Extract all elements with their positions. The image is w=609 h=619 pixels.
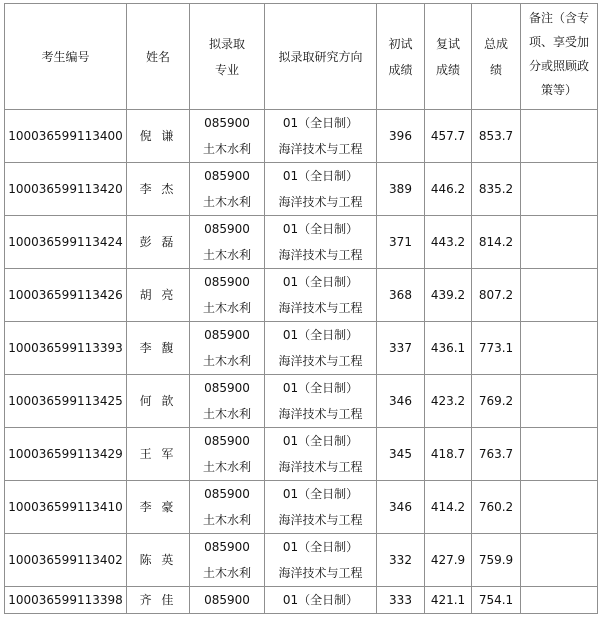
cell-major-name: 土木水利 [202, 301, 251, 315]
cell-id: 100036599113402 [5, 534, 127, 587]
cell-id: 100036599113393 [5, 322, 127, 375]
cell-major-code: 085900 [190, 587, 265, 614]
cell-score1: 332 [377, 534, 425, 587]
cell-major-code: 085900 [204, 328, 250, 342]
table-row [5, 110, 598, 163]
cell-total: 759.9 [472, 534, 521, 587]
cell-id: 100036599113424 [5, 216, 127, 269]
cell-score1: 389 [377, 163, 425, 216]
table-row [5, 216, 598, 269]
cell-score1: 371 [377, 216, 425, 269]
cell-id: 100036599113420 [5, 163, 127, 216]
cell-major-code: 085900 [204, 275, 250, 289]
cell-dir-name: 海洋技术与工程 [278, 354, 363, 368]
cell-dir-code: 01（全日制） [282, 275, 359, 289]
cell-note [521, 269, 598, 322]
cell-name: 陈 英 [127, 534, 190, 587]
cell-direction [265, 269, 377, 322]
cell-dir-name: 海洋技术与工程 [278, 195, 363, 209]
cell-name: 何 歆 [127, 375, 190, 428]
cell-score1: 396 [377, 110, 425, 163]
table-row [5, 481, 598, 534]
header-score2 [425, 4, 472, 110]
cell-score2: 457.7 [425, 110, 472, 163]
cell-major-code: 085900 [204, 487, 250, 501]
cell-score1: 345 [377, 428, 425, 481]
cell-score2: 427.9 [425, 534, 472, 587]
header-id: 考生编号 [5, 4, 127, 110]
cell-dir-code: 01（全日制） [282, 328, 359, 342]
cell-major-code: 085900 [204, 222, 250, 236]
cell-major [190, 375, 265, 428]
header-note-text: 备注（含专项、享受加分或照顾政策等） [528, 11, 589, 97]
cell-major-name: 土木水利 [202, 248, 251, 262]
table-row [5, 428, 598, 481]
cell-score2: 439.2 [425, 269, 472, 322]
table-row [5, 269, 598, 322]
cell-direction [265, 110, 377, 163]
cell-id: 100036599113429 [5, 428, 127, 481]
cell-name: 倪 谦 [127, 110, 190, 163]
cell-major [190, 216, 265, 269]
cell-note [521, 110, 598, 163]
cell-note [521, 375, 598, 428]
cell-direction [265, 216, 377, 269]
cell-score1: 346 [377, 481, 425, 534]
cell-note [521, 481, 598, 534]
header-major-line1: 拟录取 [208, 36, 245, 51]
cell-dir-name: 海洋技术与工程 [278, 407, 363, 421]
cell-score2: 443.2 [425, 216, 472, 269]
cell-id: 100036599113400 [5, 110, 127, 163]
cell-total: 835.2 [472, 163, 521, 216]
table-row [5, 322, 598, 375]
cell-name: 胡 亮 [127, 269, 190, 322]
cell-major-name: 土木水利 [202, 407, 251, 421]
cell-name: 王 军 [127, 428, 190, 481]
cell-dir-code: 01（全日制） [282, 381, 359, 395]
cell-major-name: 土木水利 [202, 195, 251, 209]
cell-note [521, 163, 598, 216]
cell-score1: 346 [377, 375, 425, 428]
cell-note [521, 322, 598, 375]
cell-dir-name: 海洋技术与工程 [278, 513, 363, 527]
cell-major-name: 土木水利 [202, 142, 251, 156]
cell-direction [265, 375, 377, 428]
cell-total: 769.2 [472, 375, 521, 428]
header-direction: 拟录取研究方向 [265, 4, 377, 110]
cell-dir-code: 01（全日制） [282, 169, 359, 183]
cell-dir-name: 海洋技术与工程 [278, 566, 363, 580]
cell-total: 814.2 [472, 216, 521, 269]
cell-major-code: 085900 [204, 169, 250, 183]
cell-major-name: 土木水利 [202, 460, 251, 474]
table-row [5, 375, 598, 428]
cell-direction [265, 163, 377, 216]
cell-total: 760.2 [472, 481, 521, 534]
cell-direction [265, 534, 377, 587]
cell-id: 100036599113398 [5, 587, 127, 614]
cell-score2: 418.7 [425, 428, 472, 481]
cell-score2: 421.1 [425, 587, 472, 614]
header-total-line2: 绩 [489, 62, 502, 77]
cell-score1: 368 [377, 269, 425, 322]
header-total-line1: 总成 [483, 36, 508, 51]
cell-total: 763.7 [472, 428, 521, 481]
cell-major-name: 土木水利 [202, 354, 251, 368]
cell-score2: 446.2 [425, 163, 472, 216]
header-score1-line2: 成绩 [388, 62, 413, 77]
cell-note [521, 534, 598, 587]
cell-name: 李 馥 [127, 322, 190, 375]
cell-direction [265, 322, 377, 375]
cell-dir-name: 海洋技术与工程 [278, 142, 363, 156]
cell-major [190, 163, 265, 216]
cell-total: 754.1 [472, 587, 521, 614]
header-name: 姓名 [127, 4, 190, 110]
cell-major-code: 085900 [204, 540, 250, 554]
cell-note [521, 216, 598, 269]
cell-direction [265, 428, 377, 481]
cell-dir-code: 01（全日制） [265, 587, 377, 614]
cell-major [190, 534, 265, 587]
header-score2-line2: 成绩 [435, 62, 460, 77]
cell-score1: 337 [377, 322, 425, 375]
cell-name: 彭 磊 [127, 216, 190, 269]
table-body [5, 110, 598, 614]
cell-major [190, 322, 265, 375]
cell-id: 100036599113410 [5, 481, 127, 534]
cell-total: 853.7 [472, 110, 521, 163]
cell-note [521, 587, 598, 614]
cell-id: 100036599113426 [5, 269, 127, 322]
cell-dir-code: 01（全日制） [282, 116, 359, 130]
cell-dir-code: 01（全日制） [282, 434, 359, 448]
header-major-line2: 专业 [214, 62, 239, 77]
table-row [5, 534, 598, 587]
cell-dir-name: 海洋技术与工程 [278, 301, 363, 315]
cell-major [190, 110, 265, 163]
cell-major-code: 085900 [204, 434, 250, 448]
cell-major-code: 085900 [204, 381, 250, 395]
cell-dir-name: 海洋技术与工程 [278, 460, 363, 474]
header-total [472, 4, 521, 110]
cell-total: 773.1 [472, 322, 521, 375]
cell-major [190, 269, 265, 322]
cell-dir-code: 01（全日制） [282, 540, 359, 554]
cell-name: 齐 佳 [127, 587, 190, 614]
header-score1 [377, 4, 425, 110]
cell-name: 李 杰 [127, 163, 190, 216]
admission-table [4, 3, 598, 614]
table-row [5, 587, 598, 614]
cell-major-name: 土木水利 [202, 513, 251, 527]
cell-major-code: 085900 [204, 116, 250, 130]
header-major [190, 4, 265, 110]
cell-total: 807.2 [472, 269, 521, 322]
table-row [5, 163, 598, 216]
cell-score2: 414.2 [425, 481, 472, 534]
cell-dir-code: 01（全日制） [282, 222, 359, 236]
cell-note [521, 428, 598, 481]
cell-dir-code: 01（全日制） [282, 487, 359, 501]
header-row [5, 4, 598, 110]
cell-score2: 436.1 [425, 322, 472, 375]
cell-direction [265, 481, 377, 534]
cell-id: 100036599113425 [5, 375, 127, 428]
cell-major [190, 481, 265, 534]
cell-major-name: 土木水利 [202, 566, 251, 580]
header-score1-line1: 初试 [388, 36, 413, 51]
cell-score2: 423.2 [425, 375, 472, 428]
cell-major [190, 428, 265, 481]
cell-score1: 333 [377, 587, 425, 614]
cell-name: 李 豪 [127, 481, 190, 534]
cell-dir-name: 海洋技术与工程 [278, 248, 363, 262]
header-note [521, 4, 598, 110]
header-score2-line1: 复试 [435, 36, 460, 51]
